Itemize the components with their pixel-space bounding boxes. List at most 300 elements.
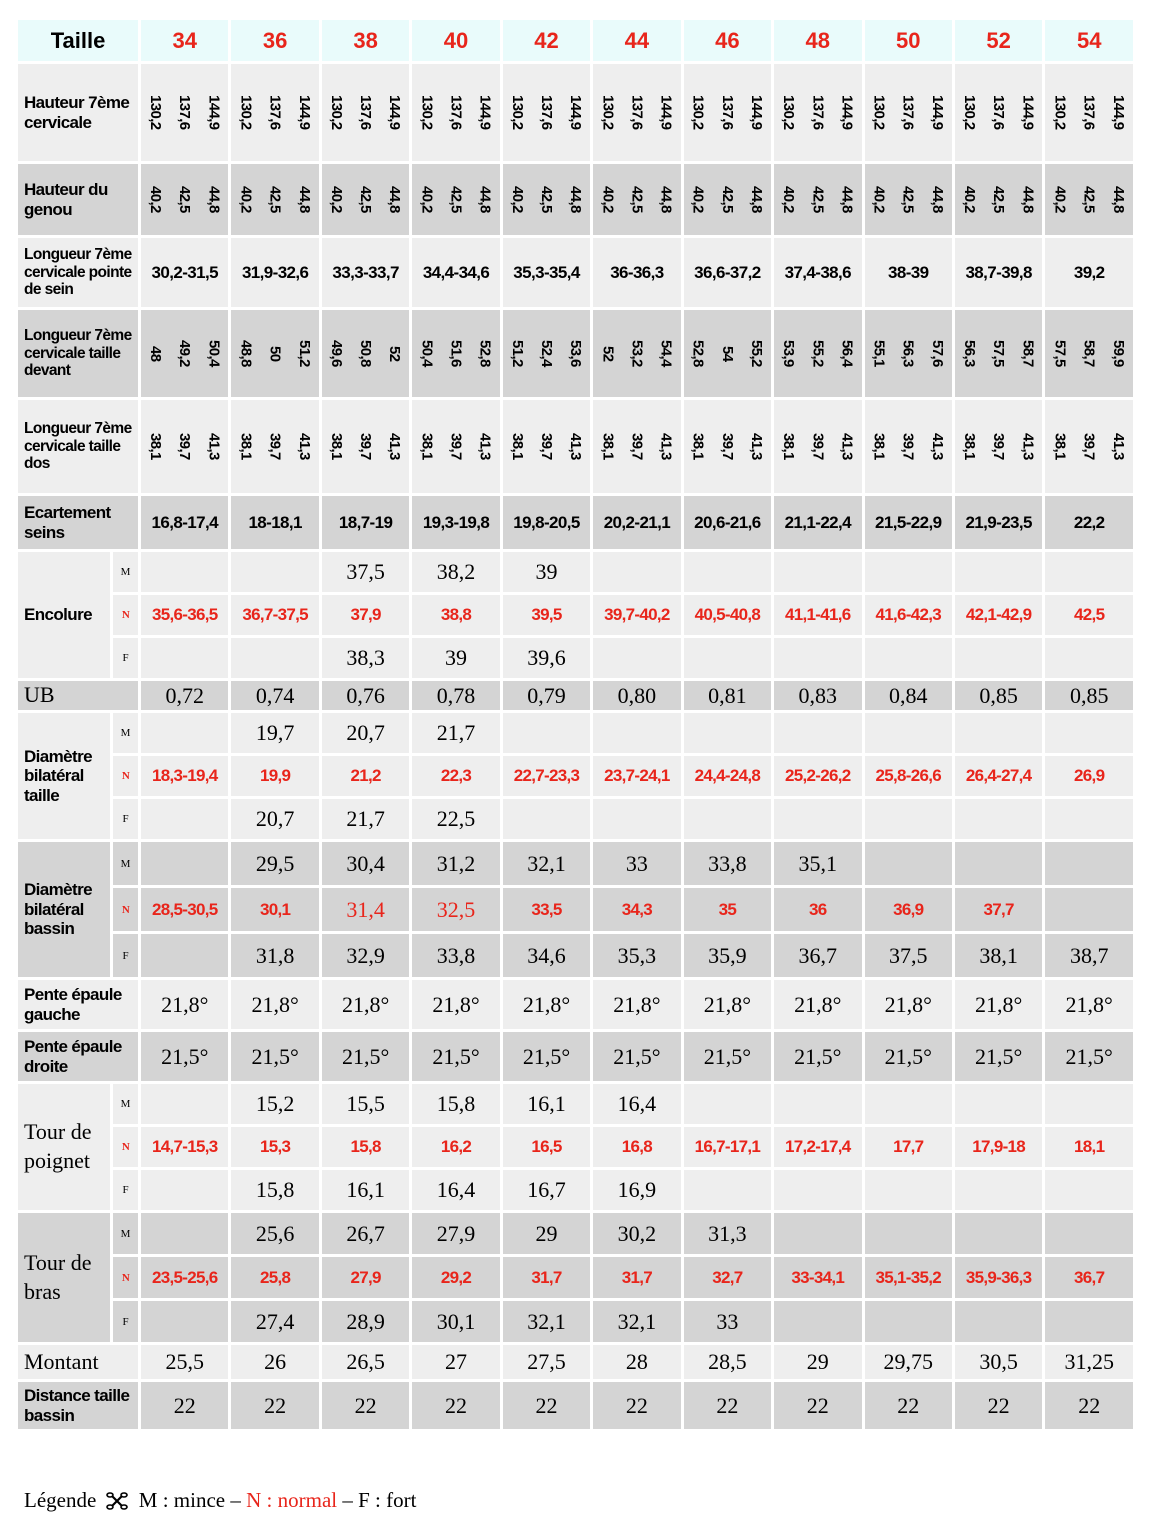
vertical-value: 144,9 bbox=[295, 95, 313, 130]
vertical-value: 56,3 bbox=[899, 340, 917, 367]
table-cell: 0,74 bbox=[231, 681, 321, 713]
table-cell bbox=[865, 713, 955, 756]
table-cell: 0,78 bbox=[412, 681, 502, 713]
table-cell bbox=[141, 799, 231, 842]
vertical-value: 58,7 bbox=[1080, 340, 1098, 367]
vertical-value: 41,3 bbox=[657, 433, 675, 460]
header-label: Taille bbox=[18, 20, 141, 64]
table-cell: 22 bbox=[955, 1382, 1045, 1432]
table-cell bbox=[1045, 552, 1136, 595]
table-cell bbox=[1045, 64, 1136, 164]
table-cell: 20,7 bbox=[322, 713, 412, 756]
table-cell: 35,1 bbox=[774, 842, 864, 888]
header-row bbox=[18, 20, 1136, 64]
vertical-value: 55,2 bbox=[747, 340, 765, 367]
variant-key: N bbox=[113, 756, 141, 799]
table-cell: 32,1 bbox=[503, 1301, 593, 1345]
table-cell bbox=[774, 1301, 864, 1345]
table-cell: 16,1 bbox=[503, 1084, 593, 1127]
value-group bbox=[955, 340, 1042, 367]
vertical-value: 39,7 bbox=[809, 433, 827, 460]
table-cell: 42,5 bbox=[1045, 595, 1136, 638]
value-group bbox=[322, 95, 409, 130]
table-cell bbox=[955, 842, 1045, 888]
table-cell: 22,7-23,3 bbox=[503, 756, 593, 799]
vertical-value: 137,6 bbox=[447, 95, 465, 130]
value-group bbox=[231, 95, 318, 130]
vertical-value: 59,9 bbox=[1109, 340, 1127, 367]
vertical-value: 48 bbox=[147, 345, 165, 362]
table-cell bbox=[955, 310, 1045, 400]
vertical-value: 40,2 bbox=[961, 186, 979, 213]
table-cell: 39,5 bbox=[503, 595, 593, 638]
table-cell bbox=[141, 842, 231, 888]
table-cell: 38,2 bbox=[412, 552, 502, 595]
row-label: Hauteur du genou bbox=[18, 164, 141, 238]
table-cell: 35,6-36,5 bbox=[141, 595, 231, 638]
table-cell: 38,7-39,8 bbox=[955, 238, 1045, 310]
table-cell: 18,3-19,4 bbox=[141, 756, 231, 799]
table-cell bbox=[774, 799, 864, 842]
table-row bbox=[18, 934, 1136, 980]
table-cell: 26,7 bbox=[322, 1213, 412, 1257]
table-cell: 17,7 bbox=[865, 1127, 955, 1170]
table-cell: 21,5-22,9 bbox=[865, 496, 955, 552]
table-cell bbox=[503, 713, 593, 756]
table-cell: 35 bbox=[684, 888, 774, 934]
table-cell bbox=[412, 64, 502, 164]
vertical-value: 137,6 bbox=[537, 95, 555, 130]
table-cell: 28,5 bbox=[684, 1345, 774, 1382]
table-cell bbox=[955, 713, 1045, 756]
table-cell: 38,3 bbox=[322, 638, 412, 681]
vertical-value: 41,3 bbox=[838, 433, 856, 460]
table-cell: 22 bbox=[503, 1382, 593, 1432]
table-cell: 23,5-25,6 bbox=[141, 1257, 231, 1301]
row-label: Diamètre bilatéral taille bbox=[18, 713, 113, 842]
table-cell bbox=[593, 400, 683, 496]
table-cell: 27,4 bbox=[231, 1301, 321, 1345]
table-cell bbox=[1045, 1084, 1136, 1127]
table-cell bbox=[955, 638, 1045, 681]
vertical-value: 42,5 bbox=[266, 186, 284, 213]
value-group bbox=[774, 186, 861, 213]
table-cell bbox=[684, 1170, 774, 1213]
table-cell: 37,7 bbox=[955, 888, 1045, 934]
table-row bbox=[18, 980, 1136, 1032]
value-group bbox=[684, 340, 771, 367]
table-cell: 19,3-19,8 bbox=[412, 496, 502, 552]
table-cell: 21,8° bbox=[231, 980, 321, 1032]
vertical-value: 44,8 bbox=[747, 186, 765, 213]
table-cell: 22 bbox=[593, 1382, 683, 1432]
table-cell: 35,3 bbox=[593, 934, 683, 980]
table-row bbox=[18, 400, 1136, 496]
table-cell: 22 bbox=[412, 1382, 502, 1432]
vertical-value: 41,3 bbox=[1019, 433, 1037, 460]
table-cell bbox=[1045, 888, 1136, 934]
table-cell bbox=[593, 552, 683, 595]
table-cell bbox=[503, 64, 593, 164]
table-cell bbox=[865, 400, 955, 496]
value-group bbox=[503, 340, 590, 367]
vertical-value: 137,6 bbox=[718, 95, 736, 130]
table-cell: 17,9-18 bbox=[955, 1127, 1045, 1170]
value-group bbox=[955, 433, 1042, 460]
value-group bbox=[1045, 186, 1133, 213]
table-cell bbox=[1045, 310, 1136, 400]
vertical-value: 50,4 bbox=[205, 340, 223, 367]
table-cell bbox=[955, 552, 1045, 595]
table-cell bbox=[141, 64, 231, 164]
table-cell: 30,5 bbox=[955, 1345, 1045, 1382]
vertical-value: 38,1 bbox=[870, 433, 888, 460]
table-cell: 21,2 bbox=[322, 756, 412, 799]
vertical-value: 44,8 bbox=[1019, 186, 1037, 213]
vertical-value: 144,9 bbox=[476, 95, 494, 130]
vertical-value: 48,8 bbox=[237, 340, 255, 367]
table-cell bbox=[231, 164, 321, 238]
value-group bbox=[955, 186, 1042, 213]
vertical-value: 56,3 bbox=[961, 340, 979, 367]
value-group bbox=[503, 186, 590, 213]
value-group bbox=[1045, 340, 1133, 367]
size-header: 34 bbox=[141, 20, 231, 64]
table-cell: 36,7 bbox=[774, 934, 864, 980]
table-cell: 29,75 bbox=[865, 1345, 955, 1382]
vertical-value: 49,2 bbox=[176, 340, 194, 367]
table-cell: 22 bbox=[865, 1382, 955, 1432]
value-group bbox=[684, 433, 771, 460]
vertical-value: 130,2 bbox=[599, 95, 617, 130]
legend bbox=[24, 1488, 416, 1513]
vertical-value: 40,2 bbox=[327, 186, 345, 213]
table-cell bbox=[322, 310, 412, 400]
table-cell bbox=[774, 64, 864, 164]
table-cell: 33,8 bbox=[684, 842, 774, 888]
table-cell: 0,72 bbox=[141, 681, 231, 713]
value-group bbox=[322, 433, 409, 460]
size-chart-table bbox=[18, 20, 1136, 1432]
vertical-value: 144,9 bbox=[1019, 95, 1037, 130]
table-cell: 21,5° bbox=[141, 1032, 231, 1084]
vertical-value: 54 bbox=[718, 345, 736, 362]
table-cell: 41,1-41,6 bbox=[774, 595, 864, 638]
table-cell: 0,84 bbox=[865, 681, 955, 713]
vertical-value: 130,2 bbox=[418, 95, 436, 130]
table-cell: 33,8 bbox=[412, 934, 502, 980]
table-cell bbox=[412, 400, 502, 496]
vertical-value: 57,5 bbox=[990, 340, 1008, 367]
row-label: Ecartement seins bbox=[18, 496, 141, 552]
table-cell: 25,6 bbox=[231, 1213, 321, 1257]
table-cell bbox=[231, 400, 321, 496]
value-group bbox=[141, 433, 228, 460]
table-cell bbox=[141, 934, 231, 980]
vertical-value: 40,2 bbox=[418, 186, 436, 213]
table-cell bbox=[774, 400, 864, 496]
vertical-value: 38,1 bbox=[237, 433, 255, 460]
table-cell: 0,76 bbox=[322, 681, 412, 713]
table-cell bbox=[141, 1301, 231, 1345]
value-group bbox=[593, 95, 680, 130]
table-cell: 21,5° bbox=[955, 1032, 1045, 1084]
value-group bbox=[503, 433, 590, 460]
table-cell: 21,9-23,5 bbox=[955, 496, 1045, 552]
table-cell: 25,8 bbox=[231, 1257, 321, 1301]
table-cell bbox=[593, 64, 683, 164]
table-row bbox=[18, 1213, 1136, 1257]
table-cell: 27 bbox=[412, 1345, 502, 1382]
vertical-value: 137,6 bbox=[628, 95, 646, 130]
vertical-value: 52 bbox=[599, 345, 617, 362]
table-row bbox=[18, 164, 1136, 238]
table-cell: 21,7 bbox=[412, 713, 502, 756]
table-cell bbox=[593, 713, 683, 756]
vertical-value: 39,7 bbox=[1080, 433, 1098, 460]
variant-key: M bbox=[113, 842, 141, 888]
row-label: Longueur 7ème cervicale taille devant bbox=[18, 310, 141, 400]
vertical-value: 40,2 bbox=[599, 186, 617, 213]
vertical-value: 55,1 bbox=[870, 340, 888, 367]
vertical-value: 38,1 bbox=[327, 433, 345, 460]
table-cell bbox=[231, 64, 321, 164]
table-cell: 32,5 bbox=[412, 888, 502, 934]
vertical-value: 55,2 bbox=[809, 340, 827, 367]
table-row bbox=[18, 1345, 1136, 1382]
table-cell: 27,9 bbox=[322, 1257, 412, 1301]
table-row bbox=[18, 713, 1136, 756]
value-group bbox=[1045, 95, 1133, 130]
table-cell bbox=[955, 1084, 1045, 1127]
vertical-value: 56,4 bbox=[838, 340, 856, 367]
vertical-value: 57,6 bbox=[928, 340, 946, 367]
table-cell: 0,83 bbox=[774, 681, 864, 713]
vertical-value: 40,2 bbox=[870, 186, 888, 213]
table-cell: 37,4-38,6 bbox=[774, 238, 864, 310]
table-cell: 22,5 bbox=[412, 799, 502, 842]
vertical-value: 39,7 bbox=[899, 433, 917, 460]
table-cell: 18-18,1 bbox=[231, 496, 321, 552]
table-row bbox=[18, 1301, 1136, 1345]
vertical-value: 58,7 bbox=[1019, 340, 1037, 367]
table-row bbox=[18, 1170, 1136, 1213]
vertical-value: 49,6 bbox=[327, 340, 345, 367]
table-cell bbox=[684, 799, 774, 842]
table-row bbox=[18, 496, 1136, 552]
table-cell: 19,8-20,5 bbox=[503, 496, 593, 552]
table-cell: 32,1 bbox=[503, 842, 593, 888]
table-cell: 15,8 bbox=[231, 1170, 321, 1213]
table-cell: 21,8° bbox=[322, 980, 412, 1032]
value-group bbox=[412, 186, 499, 213]
vertical-value: 39,7 bbox=[357, 433, 375, 460]
table-cell bbox=[774, 310, 864, 400]
table-cell bbox=[955, 1301, 1045, 1345]
vertical-value: 41,3 bbox=[476, 433, 494, 460]
vertical-value: 42,5 bbox=[1080, 186, 1098, 213]
table-cell: 15,8 bbox=[412, 1084, 502, 1127]
table-cell bbox=[955, 64, 1045, 164]
table-cell: 41,6-42,3 bbox=[865, 595, 955, 638]
vertical-value: 44,8 bbox=[657, 186, 675, 213]
table-cell: 16,7-17,1 bbox=[684, 1127, 774, 1170]
vertical-value: 54,4 bbox=[657, 340, 675, 367]
table-cell: 31,7 bbox=[593, 1257, 683, 1301]
vertical-value: 137,6 bbox=[1080, 95, 1098, 130]
variant-key: M bbox=[113, 713, 141, 756]
vertical-value: 42,5 bbox=[718, 186, 736, 213]
table-cell: 30,2-31,5 bbox=[141, 238, 231, 310]
table-cell bbox=[865, 310, 955, 400]
table-cell: 31,25 bbox=[1045, 1345, 1136, 1382]
table-row bbox=[18, 1382, 1136, 1432]
table-cell: 21,8° bbox=[412, 980, 502, 1032]
table-cell bbox=[684, 713, 774, 756]
vertical-value: 52 bbox=[386, 345, 404, 362]
table-cell: 37,5 bbox=[865, 934, 955, 980]
row-label: UB bbox=[18, 681, 141, 713]
row-label: Tour de poignet bbox=[18, 1084, 113, 1213]
vertical-value: 137,6 bbox=[809, 95, 827, 130]
variant-key: F bbox=[113, 1301, 141, 1345]
table-cell: 21,8° bbox=[1045, 980, 1136, 1032]
size-header: 50 bbox=[865, 20, 955, 64]
table-cell bbox=[141, 1170, 231, 1213]
value-group bbox=[412, 340, 499, 367]
table-cell bbox=[231, 638, 321, 681]
row-label: Tour de bras bbox=[18, 1213, 113, 1345]
table-cell: 40,5-40,8 bbox=[684, 595, 774, 638]
table-cell bbox=[593, 164, 683, 238]
table-cell: 20,6-21,6 bbox=[684, 496, 774, 552]
vertical-value: 53,9 bbox=[780, 340, 798, 367]
vertical-value: 51,2 bbox=[508, 340, 526, 367]
table-cell: 14,7-15,3 bbox=[141, 1127, 231, 1170]
value-group bbox=[593, 340, 680, 367]
table-cell: 22 bbox=[322, 1382, 412, 1432]
vertical-value: 50,4 bbox=[418, 340, 436, 367]
vertical-value: 42,5 bbox=[809, 186, 827, 213]
table-cell bbox=[503, 400, 593, 496]
vertical-value: 41,3 bbox=[928, 433, 946, 460]
table-cell: 21,8° bbox=[955, 980, 1045, 1032]
variant-key: F bbox=[113, 1170, 141, 1213]
table-cell bbox=[1045, 1213, 1136, 1257]
table-cell bbox=[774, 638, 864, 681]
vertical-value: 38,1 bbox=[508, 433, 526, 460]
table-cell: 21,5° bbox=[503, 1032, 593, 1084]
vertical-value: 40,2 bbox=[237, 186, 255, 213]
table-cell bbox=[593, 310, 683, 400]
vertical-value: 130,2 bbox=[780, 95, 798, 130]
table-cell: 19,7 bbox=[231, 713, 321, 756]
value-group bbox=[593, 433, 680, 460]
table-cell: 31,7 bbox=[503, 1257, 593, 1301]
table-cell: 36,7-37,5 bbox=[231, 595, 321, 638]
size-header: 52 bbox=[955, 20, 1045, 64]
table-cell bbox=[503, 164, 593, 238]
table-cell bbox=[1045, 842, 1136, 888]
table-cell: 37,5 bbox=[322, 552, 412, 595]
value-group bbox=[412, 95, 499, 130]
table-cell: 42,1-42,9 bbox=[955, 595, 1045, 638]
vertical-value: 137,6 bbox=[176, 95, 194, 130]
table-cell: 26 bbox=[231, 1345, 321, 1382]
table-cell: 21,8° bbox=[593, 980, 683, 1032]
table-cell bbox=[1045, 713, 1136, 756]
table-cell: 34,6 bbox=[503, 934, 593, 980]
vertical-value: 44,8 bbox=[838, 186, 856, 213]
table-cell: 37,9 bbox=[322, 595, 412, 638]
table-cell: 16,4 bbox=[412, 1170, 502, 1213]
vertical-value: 39,7 bbox=[628, 433, 646, 460]
table-cell: 15,2 bbox=[231, 1084, 321, 1127]
vertical-value: 130,2 bbox=[1051, 95, 1069, 130]
vertical-value: 137,6 bbox=[266, 95, 284, 130]
vertical-value: 144,9 bbox=[747, 95, 765, 130]
vertical-value: 41,3 bbox=[295, 433, 313, 460]
table-cell: 38,1 bbox=[955, 934, 1045, 980]
legend-normal: N : normal bbox=[246, 1488, 338, 1512]
value-group bbox=[774, 433, 861, 460]
value-group bbox=[322, 186, 409, 213]
table-cell: 34,3 bbox=[593, 888, 683, 934]
table-cell: 32,7 bbox=[684, 1257, 774, 1301]
table-cell: 20,7 bbox=[231, 799, 321, 842]
size-header: 48 bbox=[774, 20, 864, 64]
table-cell: 22 bbox=[774, 1382, 864, 1432]
vertical-value: 50,8 bbox=[357, 340, 375, 367]
vertical-value: 39,7 bbox=[176, 433, 194, 460]
table-cell bbox=[1045, 799, 1136, 842]
table-cell: 28,9 bbox=[322, 1301, 412, 1345]
table-cell: 20,2-21,1 bbox=[593, 496, 683, 552]
table-cell: 31,9-32,6 bbox=[231, 238, 321, 310]
value-group bbox=[593, 186, 680, 213]
vertical-value: 52,4 bbox=[537, 340, 555, 367]
table-cell: 25,8-26,6 bbox=[865, 756, 955, 799]
table-cell: 31,3 bbox=[684, 1213, 774, 1257]
table-cell: 29 bbox=[503, 1213, 593, 1257]
variant-key: F bbox=[113, 934, 141, 980]
vertical-value: 137,6 bbox=[357, 95, 375, 130]
table-cell: 31,8 bbox=[231, 934, 321, 980]
table-cell: 15,8 bbox=[322, 1127, 412, 1170]
table-cell: 22 bbox=[684, 1382, 774, 1432]
table-cell: 29 bbox=[774, 1345, 864, 1382]
vertical-value: 41,3 bbox=[386, 433, 404, 460]
vertical-value: 130,2 bbox=[237, 95, 255, 130]
table-cell bbox=[141, 552, 231, 595]
table-cell bbox=[684, 164, 774, 238]
vertical-value: 44,8 bbox=[386, 186, 404, 213]
vertical-value: 39,7 bbox=[447, 433, 465, 460]
table-row bbox=[18, 310, 1136, 400]
table-cell: 21,5° bbox=[865, 1032, 955, 1084]
table-cell bbox=[865, 638, 955, 681]
table-cell: 30,4 bbox=[322, 842, 412, 888]
table-cell: 35,1-35,2 bbox=[865, 1257, 955, 1301]
vertical-value: 51,6 bbox=[447, 340, 465, 367]
table-cell: 35,3-35,4 bbox=[503, 238, 593, 310]
table-cell: 22,2 bbox=[1045, 496, 1136, 552]
vertical-value: 38,1 bbox=[689, 433, 707, 460]
table-cell bbox=[774, 164, 864, 238]
size-header: 44 bbox=[593, 20, 683, 64]
table-row bbox=[18, 638, 1136, 681]
vertical-value: 41,3 bbox=[205, 433, 223, 460]
